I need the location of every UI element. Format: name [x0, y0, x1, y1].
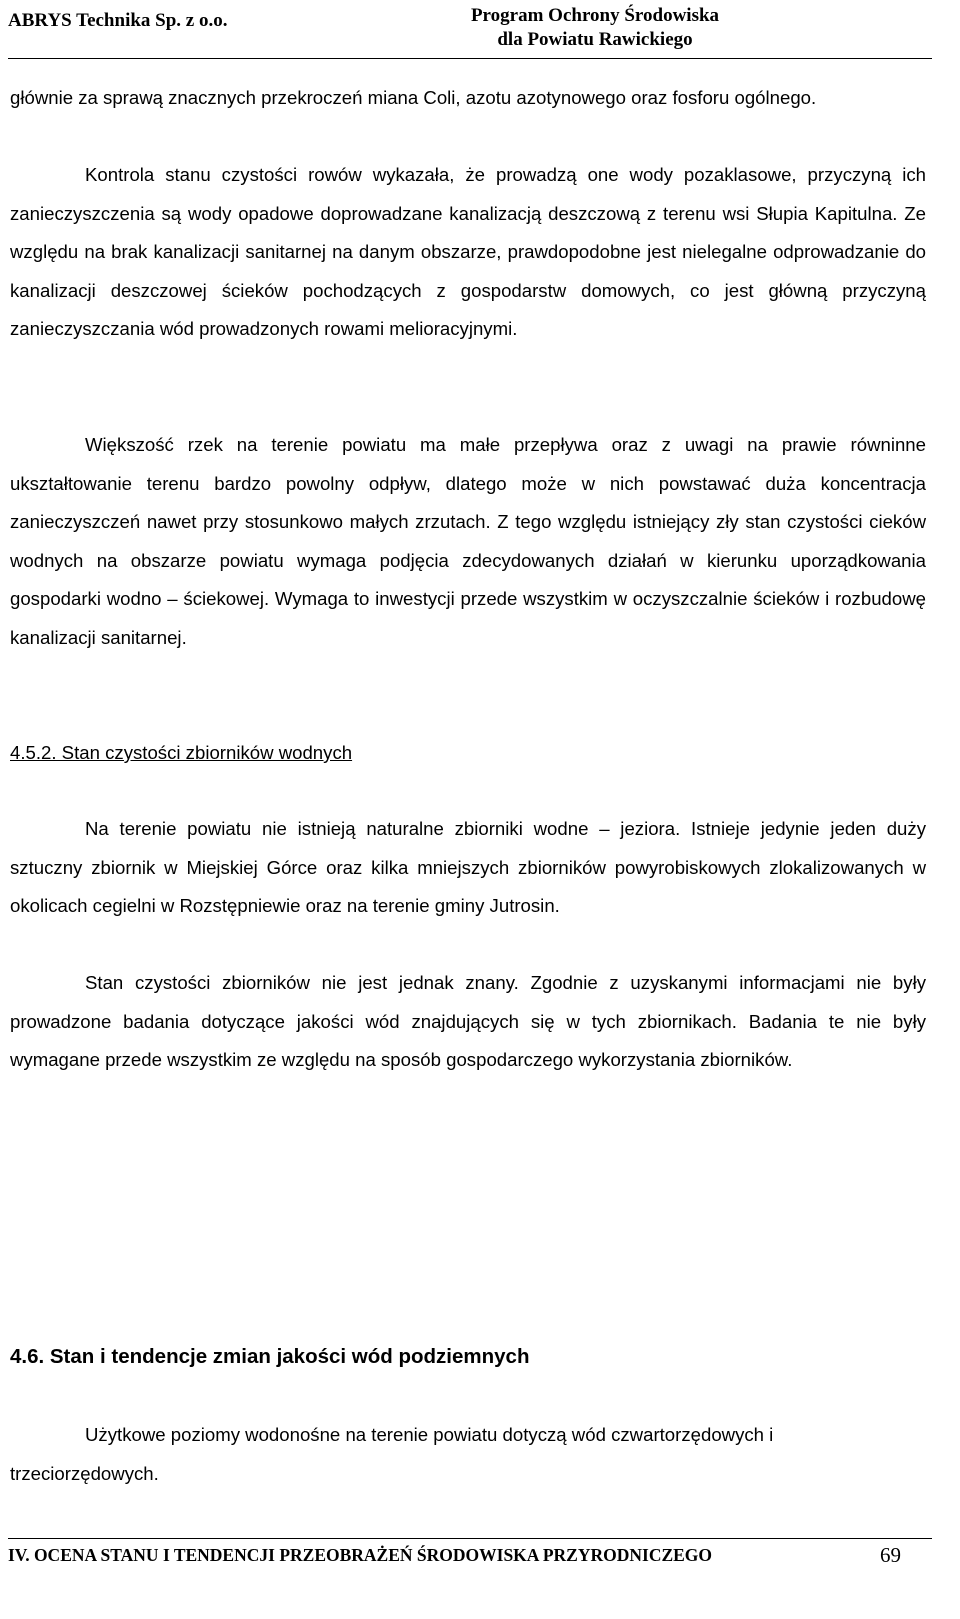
subsection-heading: 4.5.2. Stan czystości zbiorników wodnych: [10, 742, 353, 763]
header-divider: [8, 58, 932, 59]
paragraph-1: głównie za sprawą znacznych przekroczeń miana Coli, azotu azotynowego oraz fosforu ogólnego.: [10, 87, 817, 108]
document-title-line2: dla Powiatu Rawickiego: [497, 29, 693, 50]
paragraph-2: Kontrola stanu czystości rowów wykazała, że prowadzą one wody pozaklasowe, przyczyną ich zanieczyszczenia są wody opadowe doprowadzane kanalizacją deszczową z terenu wsi Słupia Kapitulna. Ze względu na brak kanalizacji sanitarnej na danym obszarze, prawdopodobne jest nielegalne odprowadzanie do kanalizacji deszczowej ścieków pochodzących z gospodarstw domowych, co jest główną przyczyną zanieczyszczania wód prowadzonych rowami melioracyjnymi.: [10, 164, 926, 339]
paragraph-5: Stan czystości zbiorników nie jest jednak znany. Zgodnie z uzyskanymi informacjami nie były prowadzone badania dotyczące jakości wód znajdujących się w tych zbiornikach. Badania te nie były wymagane przede wszystkim ze względu na sposób gospodarczego wykorzystania zbiorników.: [10, 972, 926, 1070]
footer-chapter-title: IV. OCENA STANU I TENDENCJI PRZEOBRAŻEŃ ŚRODOWISKA PRZYRODNICZEGO: [8, 1545, 713, 1565]
paragraph-3: Większość rzek na terenie powiatu ma małe przepływa oraz z uwagi na prawie równinne ukształtowanie terenu bardzo powolny odpływ, dlatego może w nich powstawać duża koncentracja zanieczyszczeń nawet przy stosunkowo małych zrzutach. Z tego względu istniejący zły stan czystości cieków wodnych na obszarze powiatu wymaga podjęcia zdecydowanych działań w kierunku uporządkowania gospodarki wodno – ściekowej. Wymaga to inwestycji przede wszystkim w oczyszczalnie ścieków i rozbudowę kanalizacji sanitarnej.: [10, 434, 926, 648]
page-header: [0, 0, 960, 62]
company-name: ABRYS Technika Sp. z o.o.: [8, 10, 228, 31]
footer-divider: [8, 1538, 932, 1539]
paragraph-4: Na terenie powiatu nie istnieją naturalne zbiorniki wodne – jeziora. Istnieje jedynie jeden duży sztuczny zbiornik w Miejskiej Górce oraz kilka mniejszych zbiorników powyrobiskowych zlokalizowanych w okolicach cegielni w Rozstępniewie oraz na terenie gminy Jutrosin.: [10, 818, 926, 916]
document-title: [460, 4, 730, 52]
section-heading: 4.6. Stan i tendencje zmian jakości wód podziemnych: [10, 1345, 530, 1368]
page-number: 69: [880, 1543, 901, 1567]
paragraph-6: Użytkowe poziomy wodonośne na terenie powiatu dotyczą wód czwartorzędowych i trzeciorzędowych.: [10, 1424, 774, 1484]
document-title-line1: Program Ochrony Środowiska: [470, 5, 720, 26]
